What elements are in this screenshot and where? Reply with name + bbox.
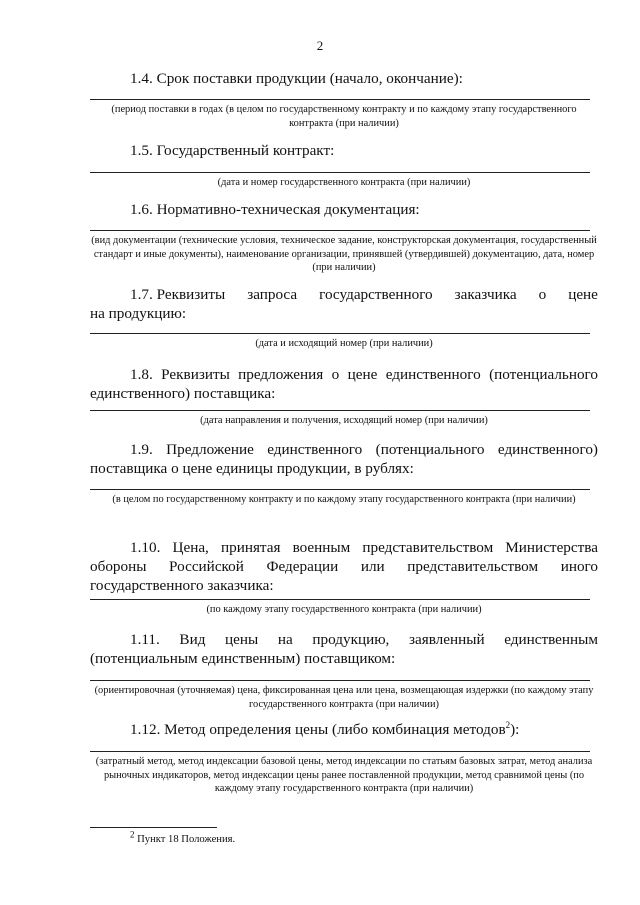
section-1-6-heading: 1.6. Нормативно-техническая документация:: [130, 201, 420, 218]
section-1-10-fill-line: [90, 599, 590, 600]
page-number: 2: [316, 38, 324, 53]
footnote-text: Пункт 18 Положения.: [134, 834, 236, 845]
section-1-6-fill-line: [90, 230, 590, 231]
section-1-8-fill-line: [90, 410, 590, 411]
section-1-7-word: запроса: [247, 286, 298, 303]
footnote-separator: [90, 827, 217, 828]
section-1-4-heading: 1.4. Срок поставки продукции (начало, окончание):: [130, 70, 463, 87]
section-1-12-hint: (затратный метод, метод индексации базовой цены, метод индексации по статьям базовых затрат, метод анализа рыночных индикаторов, метод индексации цены ранее поставленной продукции, метод сравнимой цены (по каждому этапу государственного контракта (при наличии): [95, 756, 593, 794]
section-1-7-heading: [90, 285, 598, 323]
section-1-9-hint: (в целом по государственному контракту и по каждому этапу государственного контракта (при наличии): [112, 494, 576, 505]
section-1-4-hint: (период поставки в годах (в целом по государственному контракту и по каждому этапу государственного контракта (при наличии): [111, 104, 577, 129]
section-1-12-heading: [90, 720, 598, 739]
section-1-6-hint: (вид документации (технические условия, техническое задание, конструкторская документация, государственный стандарт и иные документы), наименование организации, принявшей (утвердившей) документацию, дата, номер (при наличии): [91, 235, 597, 273]
section-1-10-hint: (по каждому этапу государственного контракта (при наличии): [206, 604, 482, 615]
section-1-11-heading: 1.11. Вид цены на продукцию, заявленный единственным (потенциальным единственным) поставщиком:: [90, 631, 598, 667]
section-1-8-hint: (дата направления и получения, исходящий номер (при наличии): [200, 415, 488, 426]
section-1-12-heading-tail: ):: [510, 721, 520, 738]
section-1-7-word: 1.7. Реквизиты: [130, 286, 226, 303]
section-1-9-heading: 1.9. Предложение единственного (потенциального единственного) поставщика о цене единицы продукции, в рублях:: [90, 441, 598, 477]
section-1-7-heading-line2: на продукцию:: [90, 305, 187, 322]
section-1-12-fill-line: [90, 751, 590, 752]
section-1-5-fill-line: [90, 172, 590, 173]
section-1-7-word: заказчика: [454, 286, 517, 303]
section-1-7-word: о: [538, 286, 547, 303]
footnote-ref: 2: [505, 719, 511, 730]
section-1-11-fill-line: [90, 680, 590, 681]
section-1-8-heading: 1.8. Реквизиты предложения о цене единственного (потенциального единственного) поставщика:: [90, 366, 598, 402]
footnote-mark: 2: [130, 829, 135, 840]
footnote: [130, 829, 236, 845]
section-1-7-word: цене: [568, 286, 598, 303]
section-1-4-fill-line: [90, 99, 590, 100]
section-1-12-heading-text: 1.12. Метод определения цены (либо комбинация методов: [130, 721, 506, 738]
section-1-9-fill-line: [90, 489, 590, 490]
section-1-7-word: государственного: [319, 286, 433, 303]
section-1-10-heading: 1.10. Цена, принятая военным представительством Министерства обороны Российской Федерации или представительством иного государственного заказчика:: [90, 539, 598, 594]
section-1-7-hint: (дата и исходящий номер (при наличии): [255, 338, 433, 349]
section-1-5-heading: 1.5. Государственный контракт:: [130, 142, 335, 159]
section-1-5-hint: (дата и номер государственного контракта (при наличии): [217, 177, 471, 188]
section-1-7-fill-line: [90, 333, 590, 334]
section-1-11-hint: (ориентировочная (уточняемая) цена, фиксированная цена или цена, возмещающая издержки (по каждому этапу государственного контракта (при наличии): [94, 685, 594, 710]
